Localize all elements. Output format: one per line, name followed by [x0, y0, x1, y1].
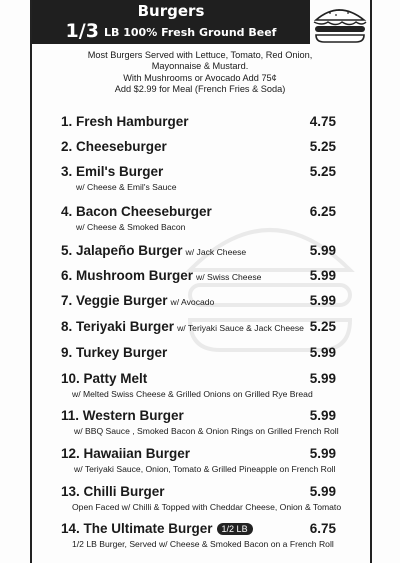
menu-item-price: 5.99 [309, 345, 336, 360]
menu-item-title: 8. Teriyaki Burger [61, 319, 175, 334]
menu-item-name: 3. Emil's Burger [61, 164, 164, 179]
menu-item-price: 6.25 [309, 204, 336, 219]
menu-item-description: w/ Cheese & Emil's Sauce [76, 182, 177, 192]
burgers-header [32, 0, 310, 44]
menu-item-price: 6.75 [309, 521, 336, 536]
menu-item-price: 4.75 [309, 114, 336, 129]
menu-item-name: 1. Fresh Hamburger [61, 114, 189, 129]
menu-item-name: 4. Bacon Cheeseburger [61, 204, 212, 219]
intro-line: Mayonnaise & Mustard. [151, 61, 249, 72]
menu-item-price: 5.99 [309, 446, 336, 461]
menu-item-name [61, 521, 253, 536]
menu-item-name: 9. Turkey Burger [61, 345, 168, 360]
menu-item-name: 11. Western Burger [61, 408, 184, 423]
menu-item-price: 5.99 [309, 243, 336, 258]
menu-item-description: w/ Avocado [170, 297, 215, 307]
menu-item-price: 5.99 [309, 408, 336, 423]
intro-line: Add $2.99 for Meal (French Fries & Soda) [114, 84, 286, 95]
patty-size: 1/3 [65, 20, 99, 42]
menu-item-title: 5. Jalapeño Burger [61, 243, 183, 258]
menu-item-price: 5.99 [309, 371, 336, 386]
menu-item-name [61, 319, 304, 334]
patty-size-unit: LB 100% Fresh Ground Beef [104, 26, 277, 39]
menu-item-name: 10. Patty Melt [61, 371, 148, 386]
section-title: Burgers [137, 2, 205, 20]
menu-item-description: w/ Jack Cheese [185, 247, 247, 257]
menu-item-name: 2. Cheeseburger [61, 139, 167, 154]
menu-item-name: 12. Hawaiian Burger [61, 446, 191, 461]
menu-item-description: 1/2 LB Burger, Served w/ Cheese & Smoked Bacon on a French Roll [72, 539, 334, 549]
intro-text [40, 50, 360, 96]
menu-item-price: 5.25 [309, 139, 336, 154]
menu-item-description: w/ Swiss Cheese [196, 272, 262, 282]
menu-item-description: w/ Teriyaki Sauce, Onion, Tomato & Grilled Pineapple on French Roll [74, 464, 336, 474]
menu-item-description: w/ Teriyaki Sauce & Jack Cheese [177, 323, 304, 333]
menu-item-description: w/ Melted Swiss Cheese & Grilled Onions on Grilled Rye Bread [72, 389, 313, 399]
menu-item-price: 5.99 [309, 484, 336, 499]
menu-item-price: 5.99 [309, 293, 336, 308]
burger-icon [308, 0, 370, 44]
menu-item-description: w/ BBQ Sauce , Smoked Bacon & Onion Rings on Grilled French Roll [74, 426, 339, 436]
half-pound-badge: 1/2 LB [217, 523, 253, 535]
menu-item-price: 5.25 [309, 164, 336, 179]
left-border [30, 0, 32, 563]
menu-item-description: w/ Cheese & Smoked Bacon [76, 222, 186, 232]
menu-item-price: 5.25 [309, 319, 336, 334]
intro-line: Most Burgers Served with Lettuce, Tomato, Red Onion, [87, 50, 313, 60]
menu-item-title: 14. The Ultimate Burger [61, 521, 213, 536]
menu-item-description: Open Faced w/ Chilli & Topped with Cheddar Cheese, Onion & Tomato [72, 502, 342, 512]
menu-item-name [61, 268, 261, 283]
menu-item-name [61, 293, 214, 308]
intro-line: With Mushrooms or Avocado Add 75¢ [123, 72, 277, 83]
menu-item-name: 13. Chilli Burger [61, 484, 165, 499]
menu-item-price: 5.99 [309, 268, 336, 283]
menu-item-title: 6. Mushroom Burger [61, 268, 194, 283]
menu-item-name [61, 243, 246, 258]
section-subtitle [32, 20, 310, 42]
right-border [370, 0, 372, 563]
menu-item-title: 7. Veggie Burger [61, 293, 168, 308]
